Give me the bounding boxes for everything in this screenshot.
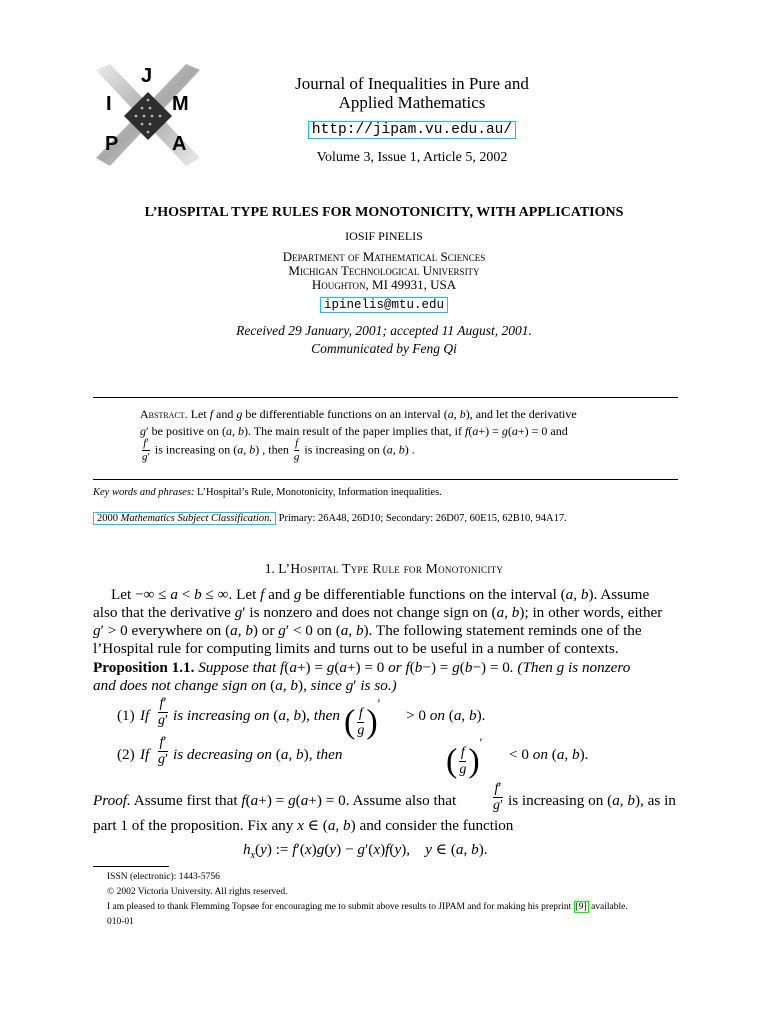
section-paragraph: [93, 586, 678, 658]
body-text: . The following statement reminds one of the: [368, 622, 642, 639]
body-text: on: [429, 707, 445, 724]
body-text: on: [532, 746, 548, 763]
paragraph-line1: Let −∞ ≤ a < b ≤ ∞. Let f and g be differentiable functions on the interval (a, b). Assume: [111, 586, 650, 603]
proposition-item-2: (2) If $\frac{f'}{g'}$ is decreasing on (a, b), then ( $\frac{f}{g}$ )′ < 0 on (a, b).: [117, 735, 589, 780]
fraction: $\frac{f'}{g'}$: [158, 696, 169, 728]
communicated-by: Communicated by Feng Qi: [311, 341, 457, 356]
keywords-label: Key words and phrases:: [93, 487, 195, 498]
citation-link[interactable]: [9]: [575, 902, 587, 912]
proposition-item-1: (1) If $\frac{f'}{g'}$ is increasing on (a, b), then ( $\frac{f}{g}$ )′ > 0 on (a, b).: [117, 696, 486, 741]
body-text: on: [316, 622, 332, 639]
body-text: . (Then: [509, 659, 553, 676]
abstract-text: be positive on: [151, 424, 219, 438]
body-text: is so.): [360, 677, 397, 694]
body-text: also that the derivative: [93, 604, 231, 621]
footnote-text: I am pleased to thank Flemming Topsøe for encouraging me to submit above results to JIPAM and for making his preprint: [107, 902, 572, 912]
fraction: $\frac{f}{g}$: [357, 706, 365, 739]
fraction: $\frac{f'}{g'}$: [142, 437, 150, 463]
abstract-text: and: [550, 424, 568, 438]
abstract-text: , and let the derivative: [469, 407, 577, 421]
msc-codes: Primary: 26A48, 26D10; Secondary: 26D07, 60E15, 62B10, 94A17.: [278, 513, 567, 524]
received-date: Received 29 January, 2001; accepted 11 August, 2001.: [236, 323, 532, 338]
paragraph-line4: l’Hospital rule for computing limits and turns out to be useful in a number of contexts.: [93, 640, 619, 657]
msc-label: Mathematics Subject Classification.: [120, 513, 272, 524]
display-equation: $h_x(y)$ := f′(x)g(y) − g′(x)f(y), y ∈ (a, b).: [243, 841, 488, 862]
logo-letter-i: I: [106, 93, 112, 115]
journal-url-wrap: [262, 120, 562, 138]
journal-url-link[interactable]: http://jipam.vu.edu.au/: [308, 121, 516, 139]
volume-info: Volume 3, Issue 1, Article 5, 2002: [316, 150, 508, 165]
body-text: and: [268, 586, 291, 603]
msc-classification: [93, 513, 567, 524]
body-text: Suppose that: [198, 659, 277, 676]
paragraph-line3: g′ > 0 everywhere on (a, b) or g′ < 0 on (a, b). The following statement reminds one of the: [93, 622, 642, 639]
proposition-line2: and does not change sign on (a, b), since g′ is so.): [93, 677, 397, 694]
body-text: . Assume: [593, 586, 650, 603]
abstract-label: Abstract.: [140, 407, 188, 421]
logo-letter-p: P: [105, 133, 119, 155]
msc-link[interactable]: [93, 512, 276, 525]
body-text: everywhere on: [131, 622, 222, 639]
affiliation-address: Houghton, MI 49931, USA: [311, 277, 457, 292]
body-text: is increasing on: [173, 707, 270, 724]
section-heading: [0, 561, 768, 577]
bottom-rule: [93, 479, 678, 480]
proof-label: Proof.: [93, 792, 131, 809]
body-text: , then: [306, 707, 340, 724]
body-text: . Assume also that: [345, 792, 457, 809]
footnote-thanks: [107, 900, 707, 915]
abstract-line1: Abstract. Let f and g be differentiable functions on an interval (a, b), and let the derivative: [140, 407, 577, 421]
section-title: L’Hospital Type Rule for Monotonicity: [278, 561, 504, 576]
body-text: , then: [308, 746, 343, 763]
proposition-line1: Proposition 1.1. Suppose that f(a+) = g(a+) = 0 or f(b−) = g(b−) = 0. (Then g is nonzero: [93, 659, 631, 676]
footnote-text: available.: [591, 902, 628, 912]
body-text: or: [388, 659, 402, 676]
body-text: If: [140, 746, 150, 763]
abstract-text: .: [411, 442, 415, 457]
jipam-logo: [92, 62, 204, 170]
footnote-issn: ISSN (electronic): 1443-5756: [107, 872, 220, 882]
footnote-code: 010-01: [107, 917, 134, 927]
journal-title-line2: Applied Mathematics: [338, 93, 486, 112]
abstract-text: be differentiable functions on an interval: [245, 407, 441, 421]
body-text: , since: [303, 677, 342, 694]
body-text: is nonzero and does not change sign on: [249, 604, 488, 621]
keywords: [93, 487, 442, 498]
body-text: . Let: [228, 586, 257, 603]
body-text: is decreasing on: [173, 746, 272, 763]
body-text: If: [140, 707, 150, 724]
journal-title: [262, 74, 562, 112]
item-number: (2): [117, 746, 135, 763]
top-rule: [93, 397, 678, 398]
body-text: and does not change sign on: [93, 677, 267, 694]
abstract-line2: g′ be positive on (a, b). The main result of the paper implies that, if f(a+) = g(a+) = 0 and: [140, 424, 568, 438]
logo-letter-m: M: [172, 93, 189, 115]
abstract-text: and: [216, 407, 234, 421]
abstract-text: is increasing on: [304, 442, 380, 457]
proposition-label: Proposition 1.1.: [93, 659, 195, 676]
body-text: , as in: [640, 792, 676, 809]
body-text: or: [261, 622, 275, 639]
footnotes: [107, 870, 707, 930]
body-text: part 1 of the proposition. Fix any: [93, 817, 294, 834]
abstract-text: Let: [190, 407, 207, 421]
email-wrap: [0, 295, 768, 313]
proposition: [93, 659, 678, 695]
body-text: and consider the function: [359, 817, 514, 834]
abstract: [140, 406, 670, 463]
body-text: ; in other words, either: [524, 604, 663, 621]
fraction: $\frac{f'}{g'}$: [493, 781, 504, 813]
footnote-copyright: © 2002 Victoria University. All rights reserved.: [107, 887, 288, 897]
affiliation-dept: Department of Mathematical Sciences: [282, 249, 486, 264]
logo-letter-a: A: [172, 133, 187, 155]
body-text: be differentiable functions on the interval: [305, 586, 557, 603]
proof: Proof. Assume first that f(a+) = g(a+) = 0. Assume also that $\frac{f'}{g'}$ is increasing on (a, b), as in part 1 of the proposition. Fix any x ∈ (a, b) and consider the function: [93, 781, 676, 834]
abstract-text: . The main result of the paper implies that, if: [247, 424, 463, 438]
body-text: is nonzero: [568, 659, 631, 676]
author-email-link[interactable]: ipinelis@mtu.edu: [320, 297, 448, 313]
section-number: 1.: [264, 561, 275, 576]
logo-letter-j: J: [141, 65, 153, 87]
footnote-rule: [93, 866, 169, 867]
fraction: $\frac{f}{g}$: [293, 437, 300, 463]
journal-title-line1: Journal of Inequalities in Pure and: [295, 74, 529, 93]
fraction: $\frac{f}{g}$: [459, 745, 467, 778]
item-number: (1): [117, 707, 135, 724]
body-text: Assume first that: [133, 792, 238, 809]
affiliation-univ: Michigan Technological University: [288, 263, 480, 278]
paragraph-line2: also that the derivative g′ is nonzero and does not change sign on (a, b); in other words, either: [93, 604, 663, 621]
abstract-text: , then: [262, 442, 289, 457]
abstract-line3: $\frac{f'}{g'}$ is increasing on (a, b) , then $\frac{f}{g}$ is increasing on (a, b) .: [142, 437, 415, 463]
article-title: L’HOSPITAL TYPE RULES FOR MONOTONICITY, WITH APPLICATIONS: [144, 205, 624, 220]
body-text: Let: [111, 586, 132, 603]
keywords-text: L’Hospital’s Rule, Monotonicity, Information inequalities.: [197, 487, 442, 498]
msc-year: 2000: [97, 513, 118, 524]
fraction: $\frac{f'}{g'}$: [158, 735, 169, 767]
body-text: is increasing on: [508, 792, 604, 809]
abstract-text: is increasing on: [154, 442, 231, 457]
author-name: IOSIF PINELIS: [345, 229, 423, 243]
